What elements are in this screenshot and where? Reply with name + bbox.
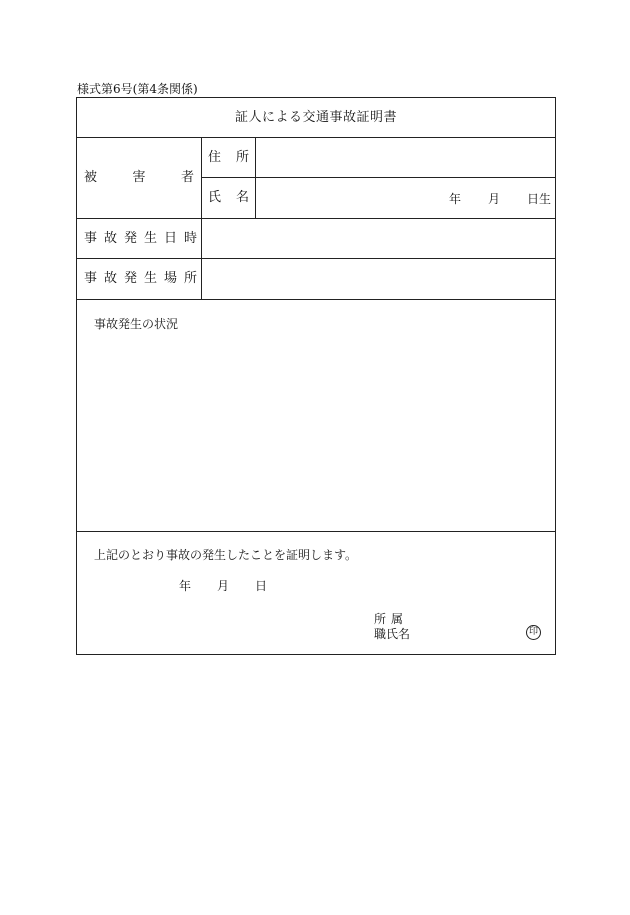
accident-datetime-row bbox=[77, 219, 555, 259]
birth-month-label: 月 bbox=[487, 192, 500, 206]
address-label bbox=[208, 150, 249, 166]
form-title: 証人による交通事故証明書 bbox=[234, 110, 397, 125]
victim-block bbox=[77, 138, 555, 219]
birth-year-label: 年 bbox=[448, 192, 461, 206]
accident-situation-label: 事故発生の状況 bbox=[94, 317, 179, 331]
accident-place-row bbox=[77, 259, 555, 300]
cert-year-label: 年 bbox=[179, 579, 192, 593]
victim-label-char: 者 bbox=[180, 170, 194, 185]
victim-address-field[interactable] bbox=[256, 138, 555, 177]
name-label-char: 氏 bbox=[208, 190, 222, 205]
victim-name-field[interactable] bbox=[256, 178, 555, 218]
certification-date[interactable] bbox=[179, 579, 267, 593]
victim-label-char: 害 bbox=[132, 170, 146, 185]
accident-datetime-label-cell bbox=[77, 219, 205, 258]
accident-place-label: 事故発生場所 bbox=[84, 271, 205, 286]
accident-datetime-label: 事故発生日時 bbox=[84, 231, 205, 246]
accident-place-field[interactable] bbox=[202, 259, 555, 299]
name-label-cell bbox=[202, 178, 256, 218]
position-name-label: 職氏名 bbox=[374, 627, 411, 641]
certificate-form bbox=[76, 97, 556, 655]
address-label-char: 所 bbox=[235, 150, 249, 165]
victim-label-char: 被 bbox=[84, 170, 98, 185]
cert-day-label: 日 bbox=[255, 579, 268, 593]
victim-name-row bbox=[202, 178, 555, 218]
accident-datetime-field[interactable] bbox=[202, 219, 555, 258]
accident-situation-row[interactable] bbox=[77, 300, 555, 532]
affiliation-label: 所属 bbox=[374, 612, 409, 626]
victim-label bbox=[84, 170, 194, 186]
birth-day-label: 日生 bbox=[526, 192, 551, 206]
title-row bbox=[77, 98, 555, 138]
birth-date bbox=[449, 192, 551, 206]
form-number: 様式第6号(第4条関係) bbox=[77, 82, 198, 96]
address-label-cell bbox=[202, 138, 256, 177]
cert-month-label: 月 bbox=[217, 579, 230, 593]
seal-mark-icon: 印 bbox=[526, 625, 541, 640]
name-label bbox=[208, 190, 249, 206]
victim-address-row bbox=[202, 138, 555, 178]
certification-section bbox=[77, 532, 555, 654]
address-label-char: 住 bbox=[208, 150, 222, 165]
victim-label-cell bbox=[77, 138, 202, 218]
certification-statement: 上記のとおり事故の発生したことを証明します。 bbox=[94, 548, 358, 562]
accident-place-label-cell bbox=[77, 259, 205, 299]
name-label-char: 名 bbox=[235, 190, 249, 205]
